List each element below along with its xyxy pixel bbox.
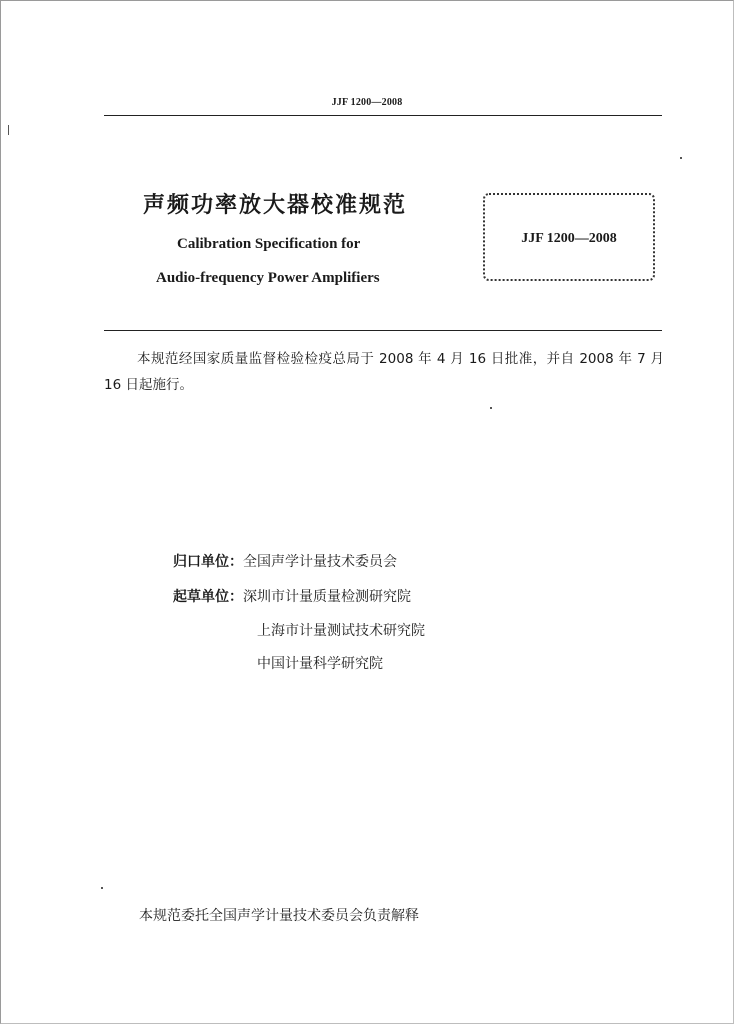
title-english-line2: Audio-frequency Power Amplifiers [156, 270, 380, 286]
standard-code-box [483, 193, 655, 281]
drafting-unit-row [173, 586, 411, 606]
title-english-line1: Calibration Specification for [177, 236, 361, 252]
drafting-unit-label: 起草单位： [173, 589, 243, 605]
drafting-unit-value: 深圳市计量质量检测研究院 [243, 589, 411, 605]
scan-speck [8, 125, 9, 135]
approval-statement: 本规范经国家质量监督检验检疫总局于 2008 年 4 月 16 日批准，并自 2008 年 7 月 16 日起施行。 [104, 351, 664, 393]
responsible-unit-value: 全国声学计量技术委员会 [243, 554, 397, 570]
scan-speck [490, 407, 492, 409]
interpretation-note: 本规范委托全国声学计量技术委员会负责解释 [139, 908, 419, 924]
title-rule [104, 330, 662, 331]
header-standard-code: JJF 1200—2008 [331, 97, 403, 108]
header-rule [104, 115, 662, 116]
scan-speck [101, 887, 103, 889]
title-chinese: 声频功率放大器校准规范 [143, 193, 408, 218]
scan-speck [680, 157, 682, 159]
standard-code-box-text: JJF 1200—2008 [521, 231, 617, 246]
drafting-unit-value: 上海市计量测试技术研究院 [257, 623, 425, 639]
responsible-unit-row [173, 551, 397, 571]
drafting-unit-value: 中国计量科学研究院 [257, 656, 383, 672]
responsible-unit-label: 归口单位： [173, 554, 243, 570]
